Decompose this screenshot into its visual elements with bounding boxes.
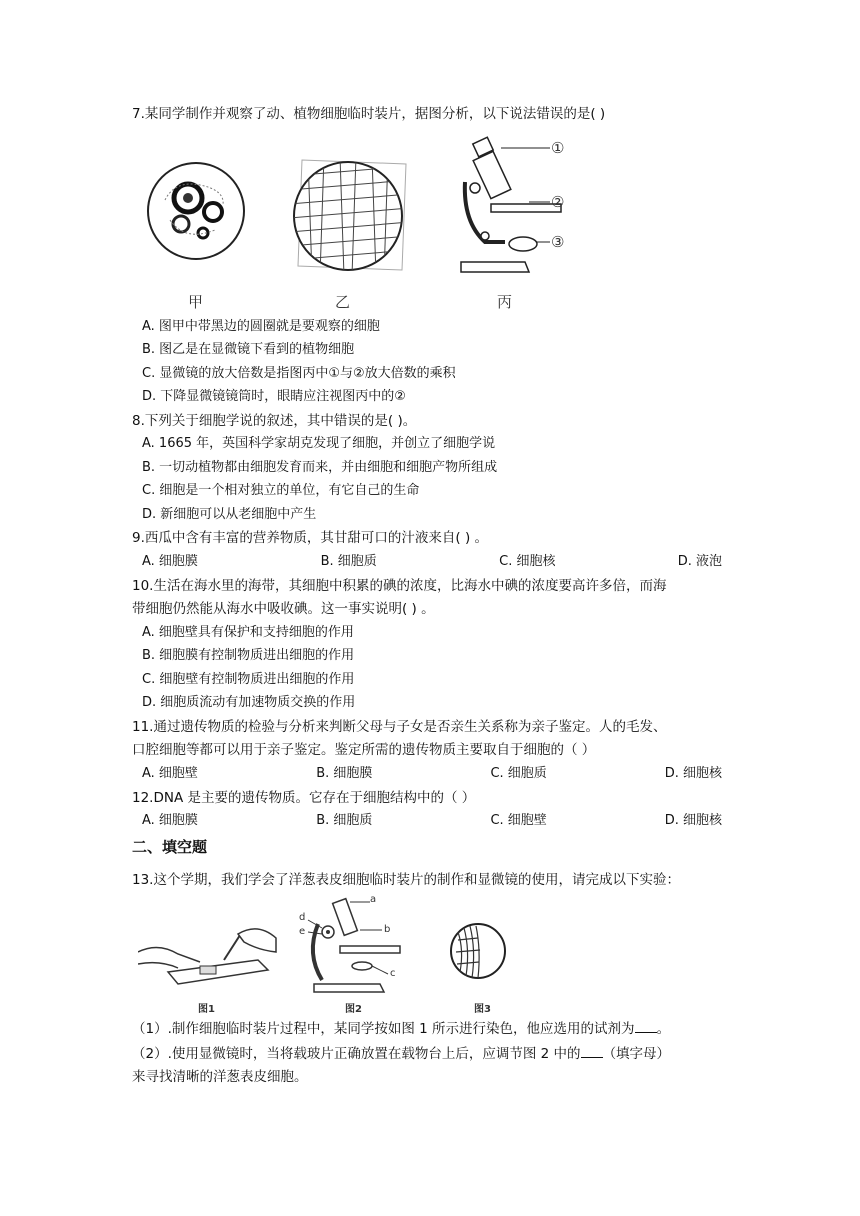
section-fill-blank-title: 二、填空题 <box>132 838 208 856</box>
q11-stem-line2: 口腔细胞等都可以用于亲子鉴定。鉴定所需的遗传物质主要取自于细胞的（ ） <box>132 742 596 758</box>
q13-sub2-blank[interactable] <box>581 1043 603 1058</box>
q7-option-d: D. 下降显微镜镜筒时，眼睛应注视图丙中的② <box>142 389 406 404</box>
figure-1-staining <box>138 912 278 992</box>
q10-stem-line2: 带细胞仍然能从海水中吸收碘。这一事实说明( ) 。 <box>132 601 435 617</box>
q10-option-b: B. 细胞膜有控制物质进出细胞的作用 <box>142 648 355 663</box>
callout-3: ③ <box>551 233 565 251</box>
label-fig1: 图1 <box>198 1004 215 1015</box>
callout-1: ① <box>551 139 565 157</box>
figure-yi-plant-cells <box>290 156 410 274</box>
q8-option-a: A. 1665 年，英国科学家胡克发现了细胞，并创立了细胞学说 <box>142 436 496 451</box>
q7-option-a: A. 图甲中带黑边的圆圈就是要观察的细胞 <box>142 319 380 334</box>
fig2-letter-b: b <box>384 924 391 935</box>
callout-2: ② <box>551 193 565 211</box>
label-fig3: 图3 <box>474 1004 491 1015</box>
q8-option-b: B. 一切动植物都由细胞发育而来，并由细胞和细胞产物所组成 <box>142 460 498 475</box>
q13-sub2-line2: 来寻找清晰的洋葱表皮细胞。 <box>132 1069 308 1085</box>
q13-sub1 <box>132 1018 670 1039</box>
fig2-letter-e: e <box>299 926 306 937</box>
q10-stem-line1: 10.生活在海水里的海带，其细胞中积累的碘的浓度，比海水中碘的浓度要高许多倍，而海 <box>132 578 667 594</box>
q11-stem-line1: 11.通过遗传物质的检验与分析来判断父母与子女是否亲生关系称为亲子鉴定。人的毛发、 <box>132 719 667 735</box>
label-bing: 丙 <box>497 293 513 311</box>
q11-options <box>142 764 722 784</box>
q10-option-c: C. 细胞壁有控制物质进出细胞的作用 <box>142 672 355 687</box>
q11-option-c: C. 细胞质 <box>490 766 547 781</box>
fig2-letter-c: c <box>390 968 396 979</box>
q8-option-c: C. 细胞是一个相对独立的单位，有它自己的生命 <box>142 483 420 498</box>
q13-sub1-blank[interactable] <box>635 1018 657 1033</box>
figure-bing-microscope <box>455 132 585 282</box>
q10-option-a: A. 细胞壁具有保护和支持细胞的作用 <box>142 625 354 640</box>
q9-option-b: B. 细胞质 <box>320 554 377 569</box>
q10-option-d: D. 细胞质流动有加速物质交换的作用 <box>142 695 356 710</box>
q13-sub2-text: （2）.使用显微镜时，当将载玻片正确放置在载物台上后，应调节图 2 中的 <box>132 1046 581 1062</box>
q13-sub2 <box>132 1043 670 1064</box>
q11-option-a: A. 细胞壁 <box>142 766 198 781</box>
q11-option-b: B. 细胞膜 <box>316 766 373 781</box>
label-fig2: 图2 <box>345 1004 362 1015</box>
figure-2-microscope <box>300 894 410 996</box>
q13-stem: 13.这个学期，我们学会了洋葱表皮细胞临时装片的制作和显微镜的使用，请完成以下实验： <box>132 872 680 888</box>
q13-sub2-end: （填字母） <box>602 1046 671 1062</box>
label-jia: 甲 <box>188 293 204 311</box>
fig2-letter-d: d <box>299 912 306 923</box>
q11-option-d: D. 细胞核 <box>664 766 722 781</box>
q9-option-d: D. 液泡 <box>677 554 723 569</box>
q7-stem: 7.某同学制作并观察了动、植物细胞临时装片，据图分析，以下说法错误的是( ) <box>132 106 606 122</box>
q12-stem: 12.DNA 是主要的遗传物质。它存在于细胞结构中的（ ） <box>132 790 476 806</box>
q13-sub1-end: 。 <box>656 1021 671 1037</box>
q12-option-a: A. 细胞膜 <box>142 813 198 828</box>
q12-option-c: C. 细胞壁 <box>490 813 547 828</box>
q9-option-a: A. 细胞膜 <box>142 554 198 569</box>
q12-option-b: B. 细胞质 <box>316 813 373 828</box>
q7-option-b: B. 图乙是在显微镜下看到的植物细胞 <box>142 342 355 357</box>
q9-options <box>142 552 722 572</box>
label-yi: 乙 <box>335 293 351 311</box>
q8-stem: 8.下列关于细胞学说的叙述，其中错误的是( )。 <box>132 413 417 429</box>
q13-sub1-text: （1）.制作细胞临时装片过程中，某同学按如图 1 所示进行染色，他应选用的试剂为 <box>132 1021 635 1037</box>
q9-option-c: C. 细胞核 <box>499 554 556 569</box>
q9-stem: 9.西瓜中含有丰富的营养物质，其甘甜可口的汁液来自( ) 。 <box>132 530 488 546</box>
q12-options <box>142 811 722 831</box>
figure-jia-animal-cells <box>145 160 247 262</box>
q12-option-d: D. 细胞核 <box>664 813 722 828</box>
q7-option-c: C. 显微镜的放大倍数是指图丙中①与②放大倍数的乘积 <box>142 366 456 381</box>
q8-option-d: D. 新细胞可以从老细胞中产生 <box>142 507 317 522</box>
fig2-letter-a: a <box>370 894 377 905</box>
figure-3-field-of-view <box>448 920 508 982</box>
